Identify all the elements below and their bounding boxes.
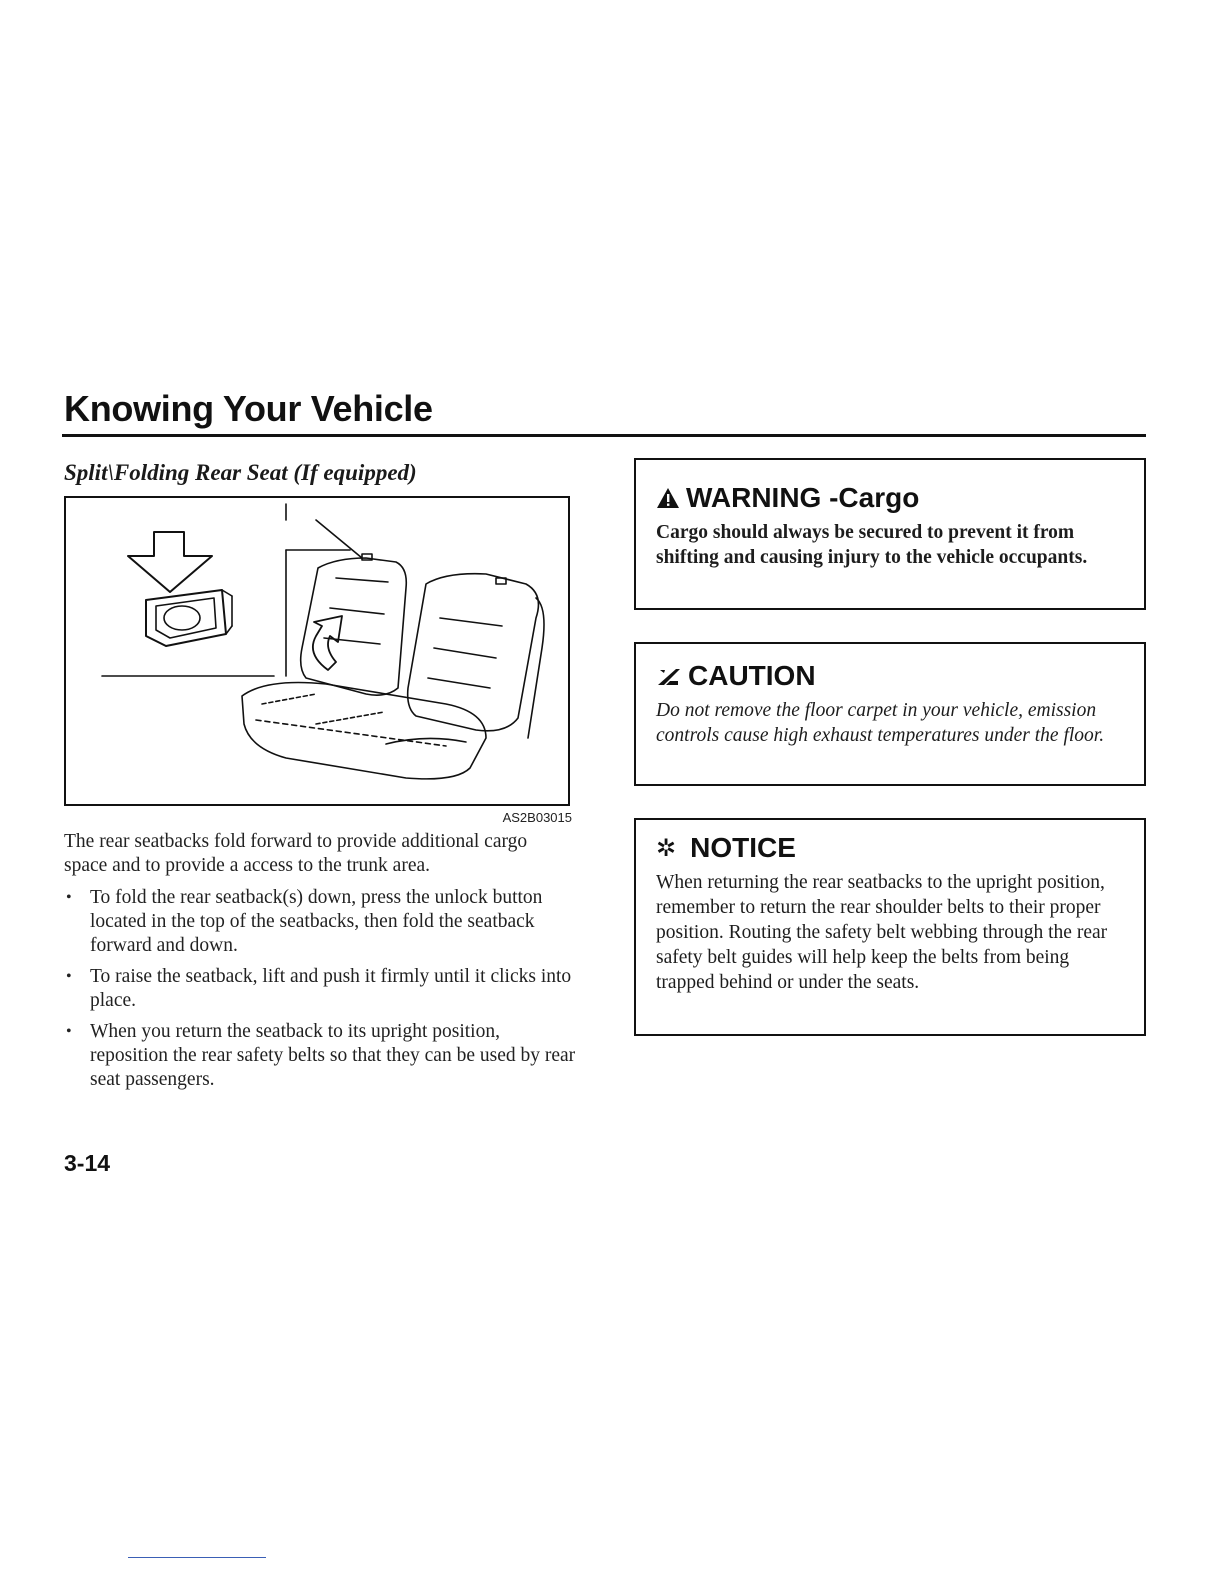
warning-triangle-icon [656, 487, 680, 509]
caution-slash-icon [656, 665, 682, 687]
folding-rear-seat-illustration [66, 498, 568, 804]
list-item: • To fold the rear seatback(s) down, press the unlock button located in the top of the seatbacks, then fold the seatback forward and down. [66, 887, 543, 956]
bullet-icon: • [66, 889, 72, 906]
warning-box [634, 458, 1146, 610]
caution-text: Do not remove the floor carpet in your vehicle, emission controls cause high exhaust temperatures under the floor. [656, 700, 1105, 746]
list-item: • To raise the seatback, lift and push it firmly until it clicks into place. [66, 966, 572, 1011]
intro-paragraph: The rear seatbacks fold forward to provide additional cargo space and to provide a access to the trunk area. [64, 831, 528, 876]
bullet-icon: • [66, 968, 72, 985]
warning-title: WARNING -Cargo [686, 482, 920, 513]
caution-title: CAUTION [688, 660, 816, 691]
notice-title: NOTICE [690, 832, 796, 863]
caution-box [634, 642, 1146, 786]
warning-text: Cargo should always be secured to prevent it from shifting and causing injury to the vehicle occupants. [656, 522, 1088, 568]
notice-text: When returning the rear seatbacks to the upright position, remember to return the rear shoulder belts to their proper position. Routing the safety belt webbing through the rear safety belt guides will help keep the belts from being trapped behind or under the seats. [656, 872, 1108, 993]
seat-figure [64, 496, 570, 806]
instruction-list [64, 886, 576, 1099]
notice-box [634, 818, 1146, 1036]
footer-line [128, 1557, 266, 1558]
section-divider [62, 434, 1146, 437]
page-number: 3-14 [64, 1150, 111, 1176]
section-title: Knowing Your Vehicle [64, 388, 433, 429]
figure-caption-code: AS2B03015 [502, 810, 572, 825]
bullet-icon: • [66, 1023, 72, 1040]
notice-asterisk-icon: ✲ [656, 834, 677, 862]
subsection-title: Split\Folding Rear Seat (If equipped) [64, 460, 417, 485]
list-item: • When you return the seatback to its upright position, reposition the rear safety belts so that they can be used by rear seat passengers. [66, 1021, 576, 1090]
